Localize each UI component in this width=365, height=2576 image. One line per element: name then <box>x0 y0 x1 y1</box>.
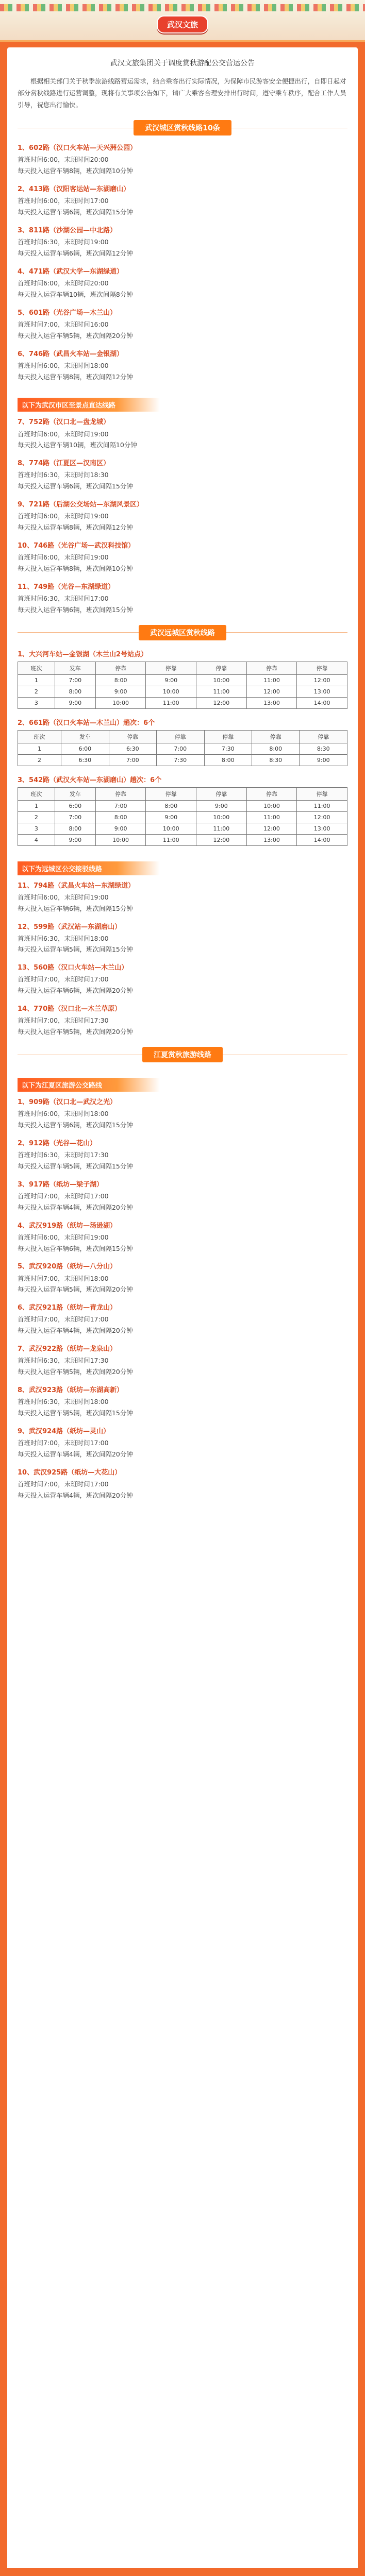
route-detail: 每天投入运营车辆5辆，班次间隔15分钟 <box>18 1162 133 1170</box>
notice-paper <box>7 47 358 2576</box>
route-title: 2、413路（汉阳客运站—东湖磨山） <box>18 185 130 194</box>
table-cell: 9:00 <box>55 697 95 708</box>
route-detail: 每天投入运营车辆5辆，班次间隔20分钟 <box>18 1285 133 1294</box>
route-list <box>18 1097 347 1501</box>
schedule-tables <box>18 649 347 846</box>
section-title: 武汉城区赏秋线路10条 <box>134 120 231 135</box>
table-header-cell: 班次 <box>18 787 55 800</box>
table-cell: 12:00 <box>297 674 347 686</box>
table-cell: 7:00 <box>109 754 156 766</box>
route-title: 1、909路（汉口北—武汉之光） <box>18 1098 117 1107</box>
route-detail: 每天投入运营车辆5辆，班次间隔20分钟 <box>18 1028 133 1036</box>
route-detail: 首班时间6:00，末班时间18:00 <box>18 361 109 369</box>
route-detail: 每天投入运营车辆4辆，班次间隔20分钟 <box>18 1327 133 1335</box>
route-detail: 首班时间6:30，末班时间19:00 <box>18 238 109 246</box>
route-detail: 每天投入运营车辆4辆，班次间隔20分钟 <box>18 1450 133 1458</box>
table-header-cell: 停靠 <box>300 730 347 743</box>
route-detail: 首班时间6:00，末班时间20:00 <box>18 156 109 164</box>
route-detail: 首班时间6:00，末班时间19:00 <box>18 553 109 562</box>
table-cell: 9:00 <box>196 800 247 811</box>
route-title: 4、武汉919路（纸坊—汤逊湖） <box>18 1222 117 1230</box>
label-bar: 以下为武汉市区至景点直达线路 <box>18 398 160 412</box>
table-cell: 3 <box>18 823 55 834</box>
route-item <box>18 417 347 451</box>
table-cell: 8:00 <box>95 674 146 686</box>
section-title: 武汉远城区赏秋线路 <box>139 625 226 640</box>
table-header-cell: 停靠 <box>95 662 146 674</box>
table-row <box>18 811 347 823</box>
route-item <box>18 540 347 574</box>
table-cell: 6:30 <box>61 754 109 766</box>
route-detail: 首班时间7:00，末班时间16:00 <box>18 320 109 328</box>
route-title: 5、601路（光谷广场—木兰山） <box>18 309 117 317</box>
table-cell: 3 <box>18 697 55 708</box>
route-detail: 每天投入运营车辆6辆，班次间隔15分钟 <box>18 605 133 614</box>
table-cell: 14:00 <box>297 697 347 708</box>
route-detail: 每天投入运营车辆6辆，班次间隔15分钟 <box>18 1244 133 1252</box>
table-cell: 2 <box>18 686 55 697</box>
route-title: 7、752路（汉口北—盘龙城） <box>18 418 110 427</box>
route-item <box>18 1097 347 1131</box>
schedule-table <box>18 730 347 766</box>
route-detail: 首班时间6:30，末班时间17:30 <box>18 1150 109 1159</box>
table-cell: 6:00 <box>61 743 109 754</box>
table-cell: 1 <box>18 800 55 811</box>
footer-strip <box>0 2568 365 2576</box>
table-title: 2、661路（汉口火车站—木兰山）趟次：6个 <box>18 719 155 727</box>
route-title: 13、560路（汉口火车站—木兰山） <box>18 964 128 972</box>
table-cell: 10:00 <box>146 686 196 697</box>
route-title: 10、746路（光谷广场—武汉科技馆） <box>18 541 135 550</box>
table-cell: 1 <box>18 743 61 754</box>
route-item <box>18 1467 347 1501</box>
schedule-table <box>18 787 347 846</box>
label-bar: 以下为远城区公交接驳线路 <box>18 861 160 875</box>
table-cell: 7:00 <box>55 674 95 686</box>
route-detail: 首班时间6:00，末班时间18:00 <box>18 1110 109 1118</box>
route-item <box>18 225 347 259</box>
table-cell: 13:00 <box>297 686 347 697</box>
route-title: 4、471路（武汉大学—东湖绿道） <box>18 267 124 276</box>
route-item <box>18 962 347 996</box>
table-row <box>18 834 347 845</box>
table-cell: 10:00 <box>146 823 196 834</box>
route-title: 10、武汉925路（纸坊—大花山） <box>18 1468 122 1477</box>
table-cell: 7:00 <box>157 743 204 754</box>
notice-title: 武汉文旅集团关于调度赏秋游配公交营运公告 <box>110 59 255 67</box>
table-cell: 10:00 <box>196 811 247 823</box>
table-cell: 8:00 <box>204 754 252 766</box>
table-header-cell: 停靠 <box>204 730 252 743</box>
route-list <box>18 143 347 382</box>
table-header-cell: 停靠 <box>146 787 196 800</box>
table-cell: 10:00 <box>196 674 247 686</box>
notice-intro: 根据相关部门关于秋季旅游线路营运需求，结合乘客出行实际情况，为保障市民游客安全便捷出行，自即日起对部分赏秋线路进行运营调整，现将有关事项公告如下，请广大乘客合理安排出行时间，遵守乘车秩序，配合工作人员引导，祝您出行愉快。 <box>18 77 346 109</box>
route-item <box>18 349 347 383</box>
route-detail: 每天投入运营车辆6辆，班次间隔15分钟 <box>18 904 133 912</box>
table-title: 1、大兴河车站—金银湖（木兰山2号站点） <box>18 650 148 658</box>
route-detail: 每天投入运营车辆6辆，班次间隔15分钟 <box>18 208 133 216</box>
table-row <box>18 686 347 697</box>
table-cell: 9:00 <box>95 823 146 834</box>
route-detail: 首班时间6:00，末班时间19:00 <box>18 1233 109 1241</box>
route-detail: 每天投入运营车辆5辆，班次间隔15分钟 <box>18 945 133 954</box>
table-header-cell: 停靠 <box>246 662 297 674</box>
route-item <box>18 1179 347 1213</box>
table-cell: 12:00 <box>196 834 247 845</box>
table-row <box>18 754 347 766</box>
top-banner <box>0 0 365 42</box>
table-cell: 10:00 <box>95 697 146 708</box>
route-detail: 首班时间6:30，末班时间18:30 <box>18 471 109 479</box>
table-cell: 11:00 <box>297 800 347 811</box>
route-detail: 每天投入运营车辆4辆，班次间隔20分钟 <box>18 1203 133 1211</box>
section-heading <box>18 1047 347 1062</box>
table-cell: 9:00 <box>55 834 95 845</box>
route-title: 12、599路（武汉站—东湖磨山） <box>18 923 122 931</box>
route-item <box>18 1385 347 1419</box>
table-cell: 13:00 <box>246 697 297 708</box>
table-header-cell: 停靠 <box>95 787 146 800</box>
table-cell: 9:00 <box>95 686 146 697</box>
table-header-cell: 停靠 <box>252 730 300 743</box>
table-cell: 8:30 <box>300 743 347 754</box>
table-cell: 12:00 <box>297 811 347 823</box>
label-bar: 以下为江夏区旅游公交路线 <box>18 1078 160 1092</box>
route-detail: 每天投入运营车辆8辆，班次间隔12分钟 <box>18 523 133 532</box>
route-detail: 首班时间6:30，末班时间18:00 <box>18 934 109 942</box>
section-title: 江夏赏秋旅游线路 <box>142 1047 223 1062</box>
route-detail: 首班时间6:00，末班时间17:00 <box>18 197 109 205</box>
table-cell: 12:00 <box>196 697 247 708</box>
table-cell: 2 <box>18 754 61 766</box>
table-cell: 14:00 <box>297 834 347 845</box>
table-cell: 9:00 <box>146 811 196 823</box>
table-cell: 10:00 <box>246 800 297 811</box>
decorative-bunting <box>0 4 365 11</box>
route-detail: 首班时间7:00，末班时间17:00 <box>18 1192 109 1200</box>
route-detail: 首班时间7:00，末班时间17:30 <box>18 1016 109 1025</box>
route-detail: 首班时间6:00，末班时间19:00 <box>18 893 109 901</box>
route-item <box>18 1221 347 1255</box>
route-title: 5、武汉920路（纸坊—八分山） <box>18 1263 117 1271</box>
route-list <box>18 880 347 1038</box>
table-cell: 11:00 <box>246 674 297 686</box>
table-cell: 11:00 <box>196 823 247 834</box>
route-title: 14、770路（汉口北—木兰草原） <box>18 1005 122 1013</box>
table-row <box>18 743 347 754</box>
table-header-cell: 停靠 <box>297 662 347 674</box>
section-heading <box>18 625 347 640</box>
schedule-table <box>18 662 347 709</box>
route-title: 3、917路（纸坊—梁子湖） <box>18 1180 104 1189</box>
route-detail: 首班时间7:00，末班时间17:00 <box>18 975 109 984</box>
table-row <box>18 674 347 686</box>
table-header-cell: 停靠 <box>146 662 196 674</box>
route-detail: 每天投入运营车辆10辆，班次间隔8分钟 <box>18 290 133 298</box>
table-header-cell: 班次 <box>18 662 55 674</box>
route-item <box>18 143 347 177</box>
route-detail: 每天投入运营车辆10辆，班次间隔10分钟 <box>18 441 137 449</box>
route-title: 8、武汉923路（纸坊—东湖高新） <box>18 1386 124 1394</box>
route-item <box>18 184 347 218</box>
route-detail: 每天投入运营车辆8辆，班次间隔12分钟 <box>18 372 133 381</box>
table-cell: 7:30 <box>157 754 204 766</box>
table-cell: 8:00 <box>252 743 300 754</box>
route-item <box>18 1138 347 1172</box>
route-detail: 首班时间7:00，末班时间17:00 <box>18 1315 109 1324</box>
table-cell: 8:00 <box>55 686 95 697</box>
table-cell: 7:00 <box>55 811 95 823</box>
table-header-cell: 停靠 <box>109 730 156 743</box>
table-row <box>18 800 347 811</box>
route-detail: 每天投入运营车辆5辆，班次间隔20分钟 <box>18 1368 133 1376</box>
table-header-cell: 班次 <box>18 730 61 743</box>
route-detail: 每天投入运营车辆8辆，班次间隔10分钟 <box>18 564 133 572</box>
route-item <box>18 1302 347 1336</box>
table-cell: 11:00 <box>196 686 247 697</box>
table-cell: 11:00 <box>146 697 196 708</box>
header-badge: 武汉文旅 <box>157 15 208 33</box>
table-header-cell: 发车 <box>55 662 95 674</box>
route-detail: 首班时间6:00，末班时间20:00 <box>18 279 109 287</box>
table-cell: 13:00 <box>297 823 347 834</box>
table-cell: 9:00 <box>146 674 196 686</box>
table-cell: 8:30 <box>252 754 300 766</box>
route-item <box>18 1261 347 1295</box>
route-detail: 每天投入运营车辆5辆，班次间隔15分钟 <box>18 1409 133 1417</box>
route-detail: 每天投入运营车辆5辆，班次间隔20分钟 <box>18 331 133 340</box>
table-header-cell: 发车 <box>55 787 95 800</box>
table-cell: 7:00 <box>95 800 146 811</box>
table-cell: 9:00 <box>300 754 347 766</box>
table-header-cell: 停靠 <box>196 662 247 674</box>
route-title: 9、721路（后湖公交场站—东湖风景区） <box>18 501 144 509</box>
route-item <box>18 499 347 533</box>
table-cell: 12:00 <box>246 823 297 834</box>
route-title: 9、武汉924路（纸坊—灵山） <box>18 1427 110 1435</box>
table-cell: 2 <box>18 811 55 823</box>
route-title: 7、武汉922路（纸坊—龙泉山） <box>18 1345 117 1353</box>
route-detail: 每天投入运营车辆6辆，班次间隔20分钟 <box>18 987 133 995</box>
table-cell: 6:00 <box>55 800 95 811</box>
route-title: 6、武汉921路（纸坊—青龙山） <box>18 1304 117 1312</box>
route-detail: 首班时间6:30，末班时间18:00 <box>18 1398 109 1406</box>
table-row <box>18 823 347 834</box>
route-item <box>18 880 347 914</box>
table-header-cell: 停靠 <box>196 787 247 800</box>
table-row <box>18 697 347 708</box>
table-header-cell: 停靠 <box>297 787 347 800</box>
table-cell: 6:30 <box>109 743 156 754</box>
table-cell: 7:30 <box>204 743 252 754</box>
table-header-cell: 停靠 <box>157 730 204 743</box>
route-detail: 每天投入运营车辆6辆，班次间隔15分钟 <box>18 1121 133 1129</box>
route-detail: 每天投入运营车辆4辆，班次间隔20分钟 <box>18 1491 133 1499</box>
route-item <box>18 266 347 300</box>
table-cell: 11:00 <box>146 834 196 845</box>
table-title: 3、542路（武汉火车站—东湖磨山）趟次：6个 <box>18 776 162 784</box>
route-item <box>18 1426 347 1460</box>
route-title: 11、749路（光谷—东湖绿道） <box>18 583 115 591</box>
route-item <box>18 922 347 956</box>
route-detail: 首班时间6:00，末班时间19:00 <box>18 430 109 438</box>
table-cell: 4 <box>18 834 55 845</box>
route-title: 8、774路（江夏区—汉南区） <box>18 460 110 468</box>
table-cell: 8:00 <box>146 800 196 811</box>
table-cell: 12:00 <box>246 686 297 697</box>
route-title: 2、912路（光谷—花山） <box>18 1139 97 1147</box>
table-cell: 8:00 <box>95 811 146 823</box>
route-item <box>18 1344 347 1378</box>
route-detail: 首班时间7:00，末班时间17:00 <box>18 1438 109 1447</box>
route-item <box>18 1004 347 1038</box>
table-cell: 1 <box>18 674 55 686</box>
table-cell: 8:00 <box>55 823 95 834</box>
route-title: 3、811路（沙湖公园—中北路） <box>18 227 117 235</box>
route-detail: 首班时间7:00，末班时间17:00 <box>18 1480 109 1488</box>
table-cell: 10:00 <box>95 834 146 845</box>
route-detail: 每天投入运营车辆6辆，班次间隔15分钟 <box>18 482 133 490</box>
route-title: 6、746路（武昌火车站—金银湖） <box>18 350 124 358</box>
route-item <box>18 458 347 492</box>
route-detail: 首班时间6:00，末班时间19:00 <box>18 512 109 520</box>
table-cell: 11:00 <box>246 811 297 823</box>
route-detail: 首班时间6:30，末班时间17:00 <box>18 594 109 602</box>
route-list <box>18 417 347 615</box>
route-item <box>18 582 347 616</box>
route-title: 11、794路（武昌火车站—东湖绿道） <box>18 882 135 890</box>
route-detail: 首班时间7:00，末班时间18:00 <box>18 1274 109 1282</box>
table-header-cell: 发车 <box>61 730 109 743</box>
route-detail: 首班时间6:30，末班时间17:30 <box>18 1357 109 1365</box>
route-detail: 每天投入运营车辆8辆，班次间隔10分钟 <box>18 167 133 175</box>
route-title: 1、602路（汉口火车站—天兴洲公园） <box>18 144 137 152</box>
route-item <box>18 308 347 342</box>
table-cell: 13:00 <box>246 834 297 845</box>
table-header-cell: 停靠 <box>246 787 297 800</box>
route-detail: 每天投入运营车辆6辆，班次间隔12分钟 <box>18 249 133 258</box>
section-heading <box>18 120 347 135</box>
